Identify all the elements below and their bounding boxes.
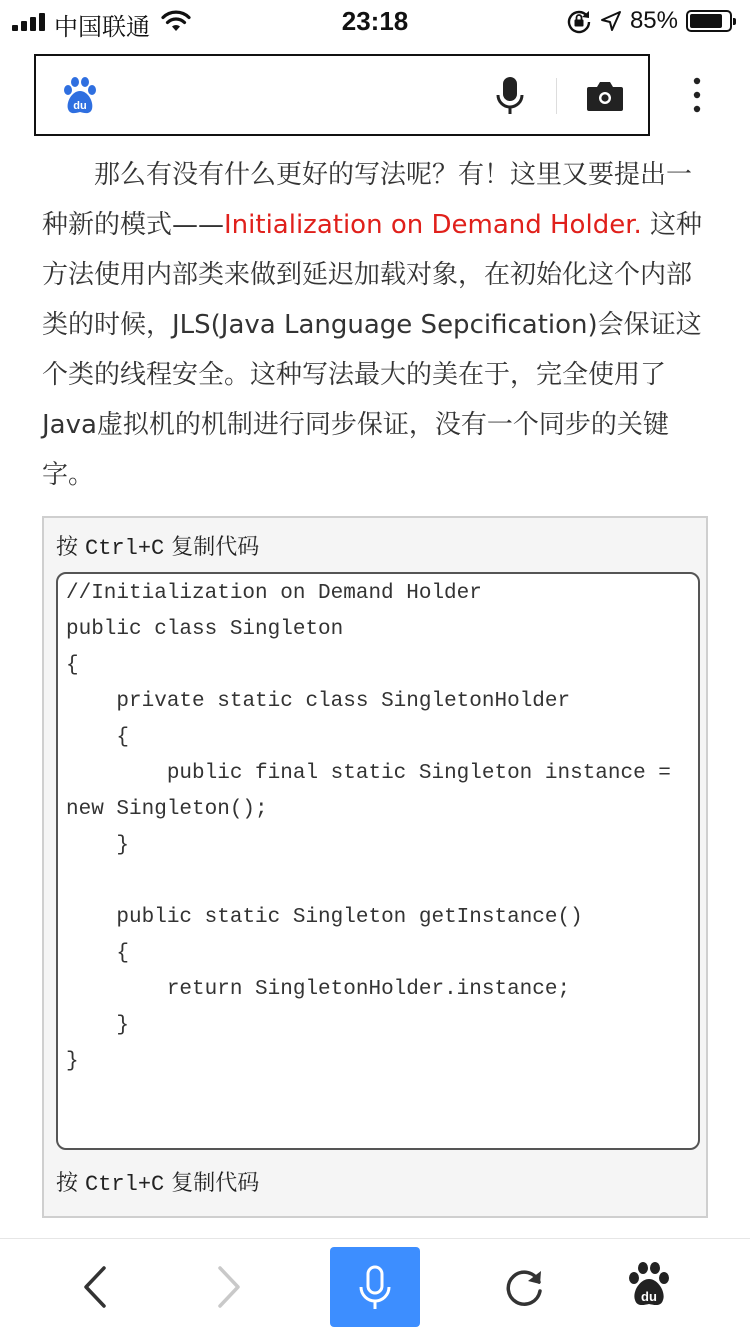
baidu-paw-icon[interactable] (626, 1261, 672, 1309)
baidu-home-text: du (641, 1289, 657, 1304)
status-time: 23:18 (341, 6, 409, 36)
copy-code-tip-bottom[interactable] (56, 1166, 259, 1197)
copy-tip-prefix: 按 (56, 1171, 79, 1196)
copy-tip-suffix: 复制代码 (171, 535, 260, 560)
copy-tip-keys: Ctrl+C (85, 536, 165, 561)
copy-tip-suffix: 复制代码 (171, 1171, 260, 1196)
microphone-icon (358, 1265, 392, 1311)
article-content (42, 150, 708, 500)
code-content[interactable]: //Initialization on Demand Holder public class Singleton { private static class SingletonHolder { public final static Singleton instance = new Singleton(); } public static Singleton getInstance() { return SingletonHolder.instance; } } (66, 582, 671, 1073)
refresh-icon[interactable] (502, 1265, 546, 1309)
copy-code-tip-top[interactable] (56, 530, 259, 561)
highlighted-term: Initialization on Demand Holder. (224, 210, 642, 240)
rotation-lock-icon (566, 8, 592, 34)
paragraph-text-after: 这种方法使用内部类来做到延迟加载对象，在初始化这个内部类的时候，JLS(Java Language Sepcification)会保证这个类的线程安全。这种写法最大的美在于，完全使用了Java虚拟机的机制进行同步保证，没有一个同步的关键字。 (42, 210, 703, 490)
article-paragraph (42, 150, 708, 500)
code-textarea[interactable] (56, 572, 700, 1150)
copy-tip-keys: Ctrl+C (85, 1172, 165, 1197)
copy-tip-prefix: 按 (56, 535, 79, 560)
search-bar[interactable] (34, 54, 650, 136)
paragraph-text-before: 那么有没有什么更好的写法呢？有！这里又要提出一种新的模式—— (42, 160, 693, 240)
status-bar (0, 0, 750, 42)
chevron-left-icon[interactable] (78, 1265, 112, 1309)
battery-level-fill (690, 14, 722, 28)
chevron-right-icon[interactable] (212, 1265, 246, 1309)
microphone-icon[interactable] (496, 76, 524, 116)
code-block (42, 516, 708, 1218)
more-vertical-icon[interactable] (686, 76, 708, 116)
location-arrow-icon (600, 10, 622, 32)
baidu-paw-icon[interactable] (60, 76, 100, 116)
baidu-logo-text: du (73, 100, 87, 112)
carrier-name: 中国联通 (54, 13, 150, 41)
battery-percent: 85% (629, 7, 678, 34)
search-bar-divider (556, 78, 557, 114)
voice-search-button[interactable] (330, 1247, 420, 1327)
bottom-toolbar (0, 1238, 750, 1334)
camera-icon[interactable] (586, 80, 624, 112)
battery-icon (686, 10, 732, 32)
